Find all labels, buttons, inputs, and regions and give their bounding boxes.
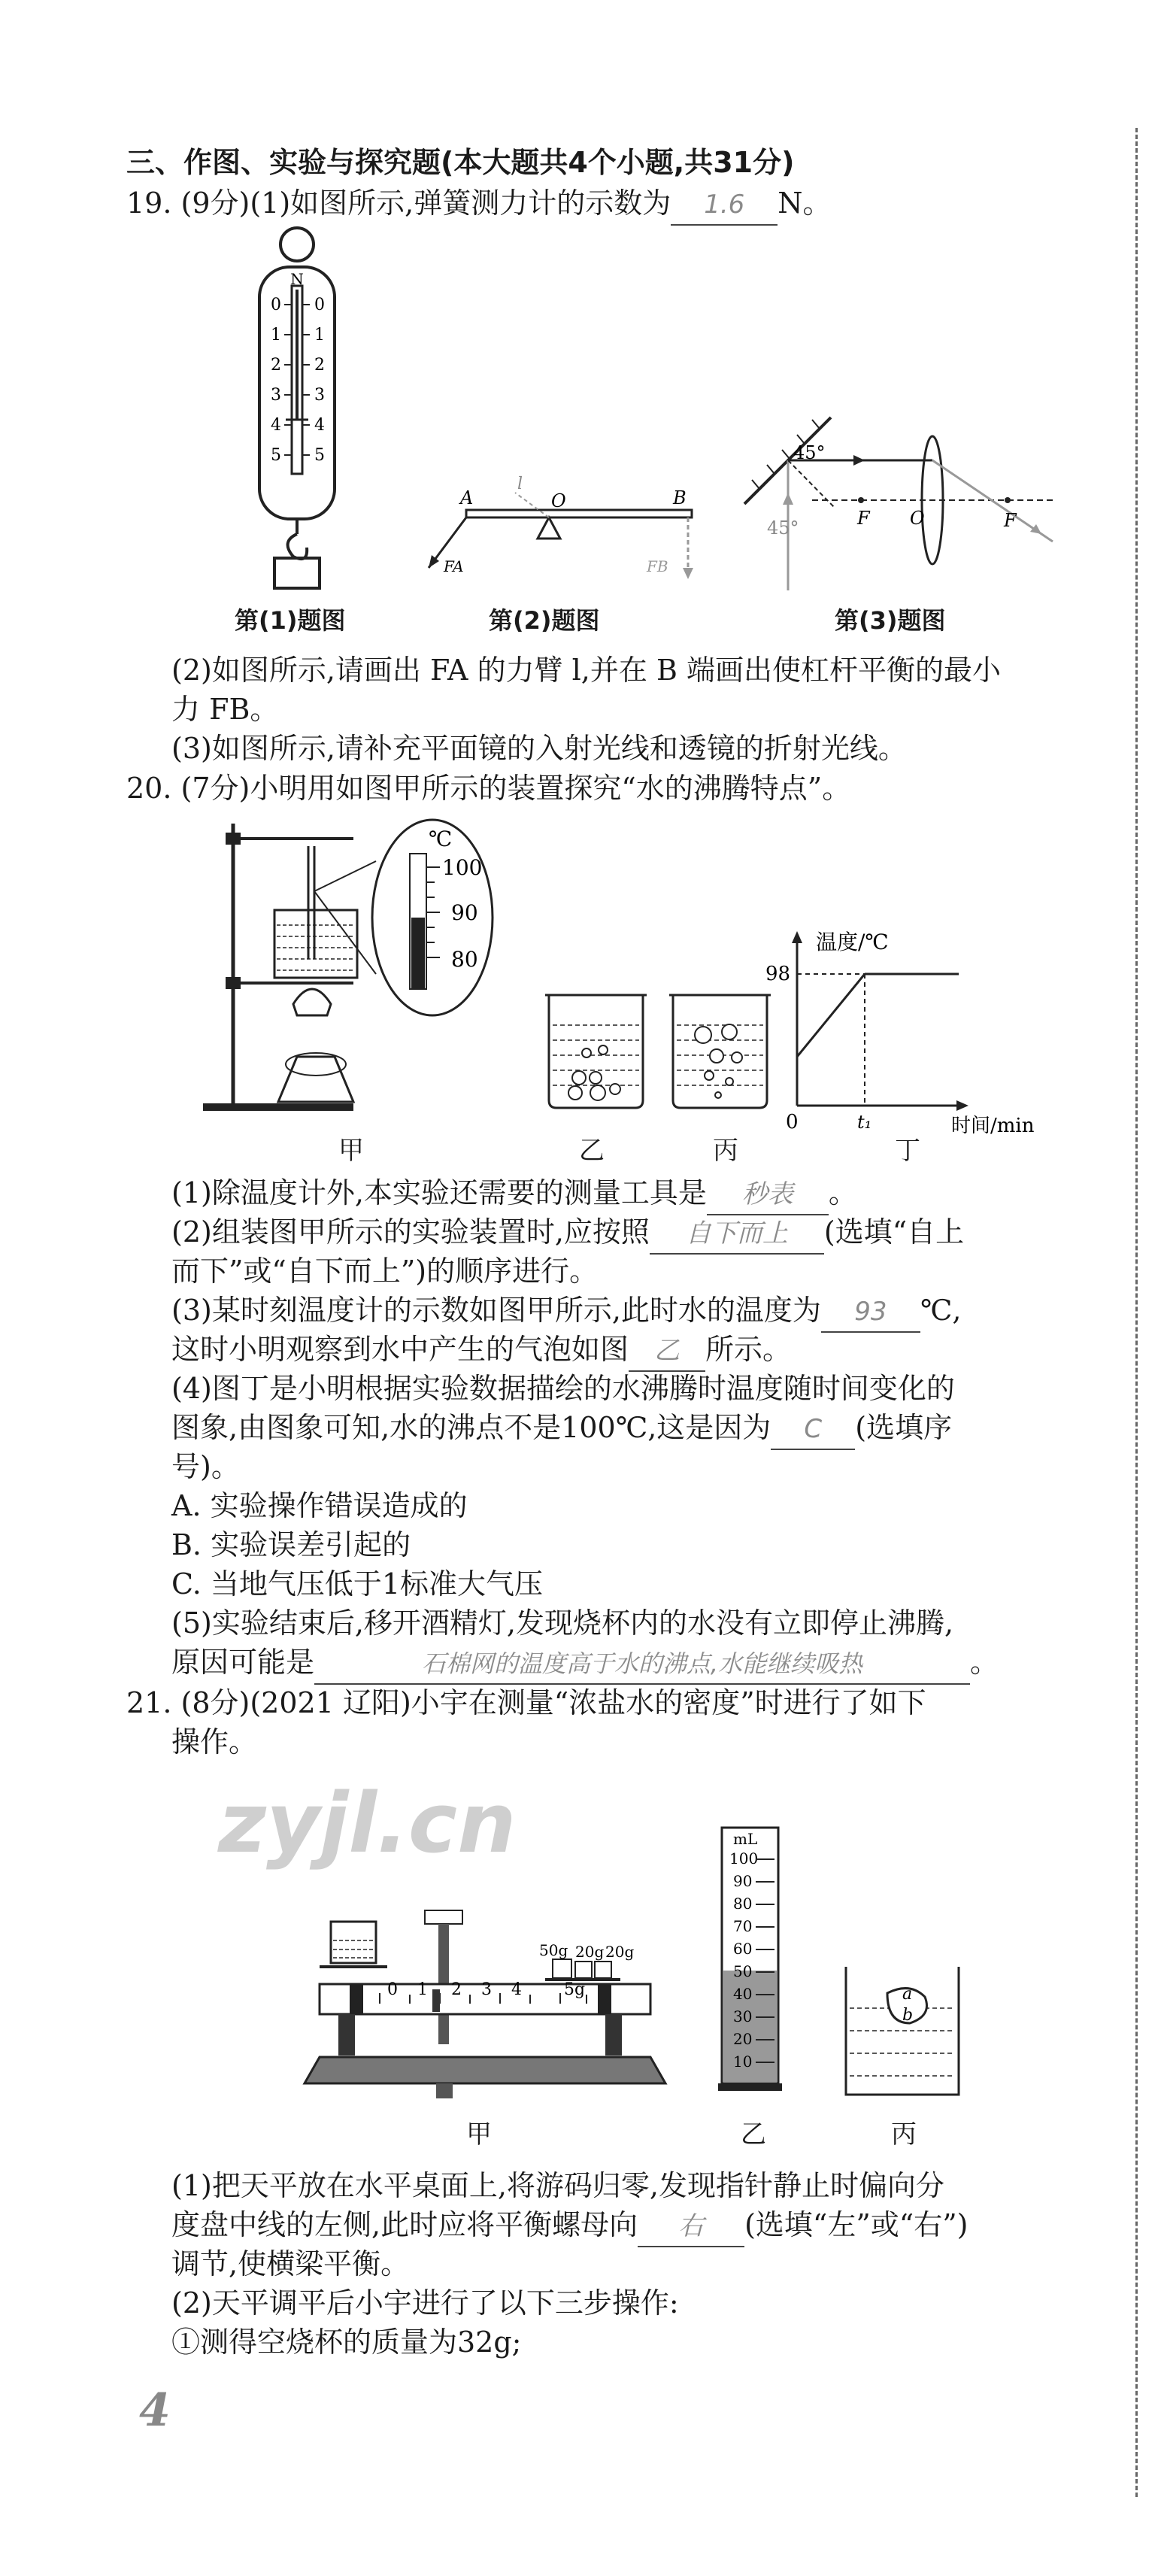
q20-p3-prefix: (3)某时刻温度计的示数如图甲所示,此时水的温度为	[171, 1294, 821, 1327]
q20-p1	[171, 1173, 857, 1215]
scale-label-r0: 0	[314, 296, 325, 314]
q19-part2-line1: (2)如图所示,请画出 FA 的力臂 l,并在 B 端画出使杠杆平衡的最小	[171, 654, 1001, 687]
scale-label-l2: 2	[271, 356, 281, 375]
q21-p1-line3: 调节,使横梁平衡。	[171, 2247, 410, 2280]
q20-option-c: C. 当地气压低于1标准大气压	[171, 1567, 544, 1601]
q19-part3: (3)如图所示,请补充平面镜的入射光线和透镜的折射光线。	[171, 732, 907, 765]
lever-label-b: B	[673, 487, 687, 508]
scale-label-r2: 2	[314, 356, 325, 375]
chart-label-t1: t₁	[857, 1112, 872, 1133]
scale-label-r5: 5	[314, 446, 325, 465]
thermo-tick-80: 80	[451, 947, 478, 972]
q20-p3	[171, 1291, 962, 1333]
optics-o: O	[910, 508, 925, 529]
lever-figure	[421, 474, 707, 602]
q20-p2	[171, 1212, 964, 1255]
cyl-tick-60: 60	[733, 1940, 753, 1958]
q21-p2-step1: ①测得空烧杯的质量为32g;	[171, 2326, 522, 2359]
q20-p4-line3: 号)。	[171, 1450, 240, 1483]
rider-label-5g: 5g	[564, 1980, 586, 1999]
lever-label-fa: FA	[444, 557, 464, 575]
q20-p4-line2-prefix: 图象,由图象可知,水的沸点不是100℃,这是因为	[171, 1411, 771, 1444]
q20-stem: 20. (7分)小明用如图甲所示的装置探究“水的沸腾特点”。	[126, 772, 851, 805]
beaker-label-b: b	[902, 2006, 914, 2025]
spring-scale-figure	[248, 226, 346, 602]
beaker-label-a: a	[902, 1985, 913, 2004]
chart-y-arrow	[792, 931, 802, 943]
scale-label-l1: 1	[271, 326, 281, 344]
chart-x-arrow	[956, 1100, 968, 1111]
q20-p2-line2: 而下”或“自下而上”)的顺序进行。	[171, 1255, 599, 1288]
cyl-tick-100: 100	[729, 1849, 759, 1868]
scale-label-r3: 3	[314, 386, 325, 405]
q21-p1-answer: 右	[638, 2207, 744, 2247]
q20-option-b: B. 实验误差引起的	[171, 1528, 411, 1561]
chart-label-98: 98	[765, 963, 791, 985]
q20-p4-line1: (4)图丁是小明根据实验数据描绘的水沸腾时温度随时间变化的	[171, 1372, 955, 1405]
q21-p2-line1: (2)天平调平后小宇进行了以下三步操作:	[171, 2286, 679, 2320]
q20-p4-line2-suffix: (选填序	[855, 1411, 953, 1444]
thermo-tick-100: 100	[442, 855, 483, 880]
q21-beaker-figure	[842, 1963, 962, 2106]
q19-part2-line2: 力 FB。	[171, 693, 279, 726]
cyl-tick-30: 30	[733, 2007, 753, 2025]
boiling-apparatus-figure	[203, 816, 534, 1117]
q21-p1-line2	[171, 2205, 968, 2247]
cyl-tick-90: 90	[733, 1872, 753, 1890]
q20-p4-line2	[171, 1408, 952, 1450]
graduated-cylinder-figure	[699, 1820, 812, 2106]
cylinder-unit: mL	[733, 1830, 758, 1848]
chart-origin: 0	[786, 1111, 799, 1133]
q21-caption-jia: 甲	[466, 2119, 492, 2150]
rider-label-3: 3	[481, 1980, 492, 1999]
q20-p3-line2-answer: 乙	[629, 1331, 705, 1372]
q20-p1-answer: 秒表	[707, 1175, 829, 1215]
scale-label-l4: 4	[271, 416, 281, 435]
q21-p1-line2-prefix: 度盘中线的左侧,此时应将平衡螺母向	[171, 2208, 638, 2241]
q19-stem-suffix: N。	[778, 187, 832, 220]
q21-stem-line1: 21. (8分)(2021 辽阳)小宇在测量“浓盐水的密度”时进行了如下	[126, 1686, 926, 1719]
chart-ylabel: 温度/℃	[816, 930, 889, 954]
q20-caption-yi: 乙	[579, 1136, 605, 1166]
thermo-tick-90: 90	[451, 900, 478, 925]
q20-p1-suffix: 。	[828, 1176, 857, 1209]
balance-figure	[305, 1910, 665, 2106]
q20-p3-suffix: ℃,	[920, 1294, 962, 1327]
q20-p3-line2-suffix: 所示。	[705, 1333, 792, 1366]
q20-p5-answer: 石棉网的温度高于水的沸点,水能继续吸热	[314, 1644, 970, 1685]
q20-p5-suffix: 。	[970, 1646, 999, 1679]
beaker-bing-figure	[665, 991, 774, 1112]
scale-label-l3: 3	[271, 386, 281, 405]
optics-f-left: F	[857, 508, 870, 529]
beaker-yi-figure	[541, 991, 650, 1112]
rider-label-0: 0	[387, 1980, 398, 1999]
lever-label-fb: FB	[647, 557, 668, 575]
page-margin-dashed-line	[1135, 128, 1138, 2497]
chart-xlabel: 时间/min	[951, 1115, 1035, 1137]
q21-p1-line1: (1)把天平放在水平桌面上,将游码归零,发现指针静止时偏向分	[171, 2169, 944, 2202]
q20-p1-prefix: (1)除温度计外,本实验还需要的测量工具是	[171, 1176, 707, 1209]
thermo-unit: ℃	[429, 827, 453, 851]
q20-p2-answer: 自下而上	[650, 1214, 824, 1255]
lever-label-a: A	[460, 487, 474, 508]
cyl-tick-80: 80	[733, 1895, 753, 1913]
q20-p5-line1: (5)实验结束后,移开酒精灯,发现烧杯内的水没有立即停止沸腾,	[171, 1607, 954, 1640]
scale-unit: N	[290, 270, 304, 288]
optics-angle-2: 45°	[767, 517, 799, 539]
q19-answer: 1.6	[671, 185, 778, 226]
q20-caption-ding: 丁	[895, 1136, 920, 1166]
scale-label-r1: 1	[314, 326, 325, 344]
optics-f-right: F	[1004, 510, 1017, 531]
page-number: 4	[139, 2384, 171, 2437]
q20-caption-jia: 甲	[338, 1136, 364, 1166]
q21-stem-line2: 操作。	[171, 1725, 258, 1758]
weight-50g: 50g	[539, 1941, 568, 1959]
q20-p3-line2	[171, 1330, 791, 1372]
q19-caption-2: 第(2)题图	[489, 606, 600, 635]
watermark: zyjl.cn	[218, 1775, 517, 1871]
scale-label-r4: 4	[314, 416, 325, 435]
q19-caption-3: 第(3)题图	[835, 606, 946, 635]
q20-p2-suffix: (选填“自上	[823, 1215, 965, 1249]
cyl-tick-40: 40	[733, 1985, 753, 2003]
q19-stem-prefix: 19. (9分)(1)如图所示,弹簧测力计的示数为	[126, 187, 671, 220]
lever-label-l: l	[517, 475, 523, 493]
lever-label-o: O	[551, 490, 566, 511]
q20-p4-answer: C	[771, 1409, 855, 1450]
q20-p3-line2-prefix: 这时小明观察到水中产生的气泡如图	[171, 1333, 629, 1366]
q21-p1-line2-suffix: (选填“左”或“右”)	[744, 2208, 968, 2241]
cyl-tick-20: 20	[733, 2030, 753, 2048]
optics-angle-1: 45°	[793, 442, 826, 463]
boiling-curve-chart	[765, 925, 1083, 1137]
rider-label-4: 4	[511, 1980, 522, 1999]
rider-label-2: 2	[451, 1980, 462, 1999]
q19-stem	[126, 184, 832, 226]
optics-figure	[737, 402, 1068, 594]
q20-p2-prefix: (2)组装图甲所示的实验装置时,应按照	[171, 1215, 650, 1249]
q21-caption-yi: 乙	[741, 2119, 766, 2150]
q20-option-a: A. 实验操作错误造成的	[171, 1489, 468, 1522]
q20-p5-line2	[171, 1643, 999, 1685]
scale-label-l0: 0	[271, 296, 281, 314]
weight-20g-a: 20g	[575, 1943, 605, 1961]
cyl-tick-50: 50	[733, 1962, 753, 1980]
q20-p5-prefix: 原因可能是	[171, 1646, 315, 1679]
weight-20g-b: 20g	[605, 1943, 635, 1961]
cyl-tick-70: 70	[733, 1917, 753, 1935]
q20-p3-answer: 93	[821, 1292, 920, 1333]
cyl-tick-10: 10	[733, 2053, 753, 2071]
scale-label-l5: 5	[271, 446, 281, 465]
chart-rise-segment	[797, 974, 865, 1057]
q19-caption-1: 第(1)题图	[235, 606, 346, 635]
section-title: 三、作图、实验与探究题(本大题共4个小题,共31分)	[126, 146, 795, 179]
q21-caption-bing: 丙	[891, 2119, 917, 2150]
q20-caption-bing: 丙	[713, 1136, 738, 1166]
rider-label-1: 1	[417, 1980, 428, 1999]
